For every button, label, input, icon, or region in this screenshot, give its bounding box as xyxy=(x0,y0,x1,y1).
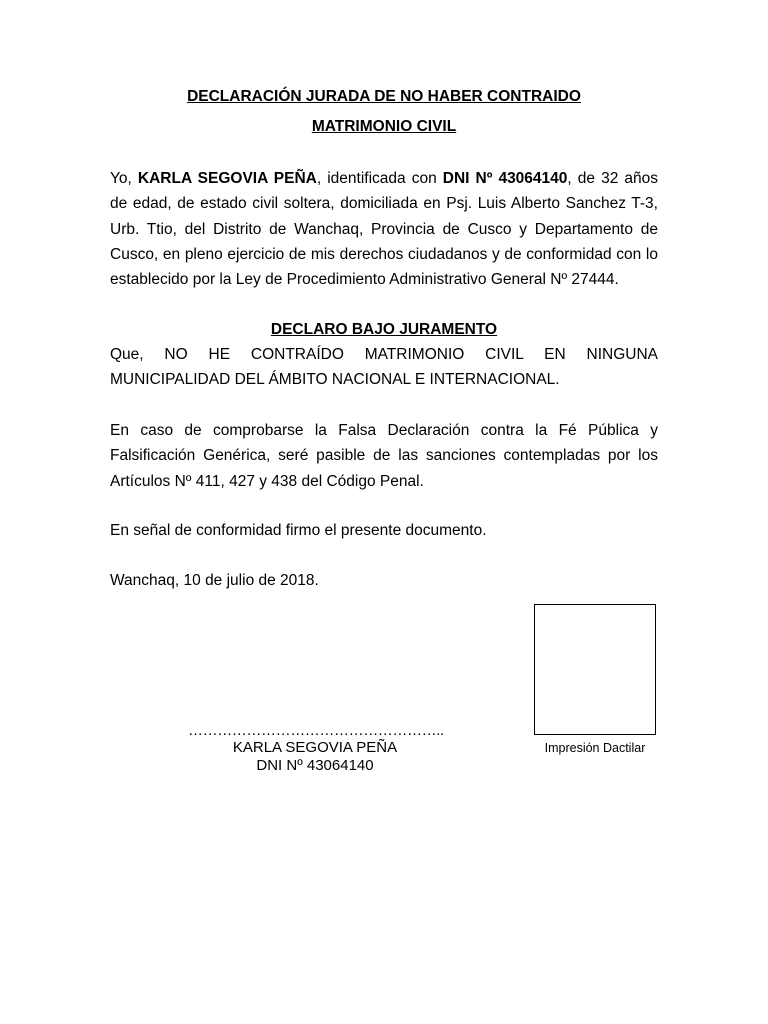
document-title-line-1: DECLARACIÓN JURADA DE NO HABER CONTRAIDO xyxy=(187,88,581,105)
intro-text-1: Yo, xyxy=(110,170,138,187)
declarant-name: KARLA SEGOVIA PEÑA xyxy=(137,170,317,187)
document-title-line-2: MATRIMONIO CIVIL xyxy=(311,118,457,135)
declaro-heading: DECLARO BAJO JURAMENTO xyxy=(270,321,498,338)
signature-line: …………………………………………….. xyxy=(188,722,444,739)
penalty-paragraph: En caso de comprobarse la Falsa Declaración contra la Fé Pública y Falsificación Genérica, seré pasible de las sanciones contempladas por los Artículos Nº 411, 427 y 438 del Código Penal. xyxy=(110,422,658,490)
signature-name: KARLA SEGOVIA PEÑA xyxy=(232,739,398,756)
conformity-paragraph: En señal de conformidad firmo el presente documento. xyxy=(110,522,487,539)
intro-text-2: , identificada con xyxy=(316,170,443,187)
declaration-paragraph: Que, NO HE CONTRAÍDO MATRIMONIO CIVIL EN NINGUNA MUNICIPALIDAD DEL ÁMBITO NACIONAL E INTERNACIONAL. xyxy=(110,346,658,389)
fingerprint-label: Impresión Dactilar xyxy=(544,741,646,755)
place-date: Wanchaq, 10 de julio de 2018. xyxy=(110,572,319,589)
intro-paragraph xyxy=(110,166,658,292)
declarant-dni: DNI Nº 43064140 xyxy=(442,170,568,187)
intro-text-3: , de 32 años de edad, de estado civil soltera, domiciliada en Psj. Luis Alberto Sanchez T-3, Urb. Ttio, del Distrito de Wanchaq, Provincia de Cusco y Departamento de Cusco, en pleno ejercicio de mis derechos ciudadanos y de conformidad con lo establecido por la Ley de Procedimiento Administrativo General Nº 27444. xyxy=(110,170,659,289)
signature-dni: DNI Nº 43064140 xyxy=(256,757,374,774)
fingerprint-box xyxy=(534,604,656,735)
